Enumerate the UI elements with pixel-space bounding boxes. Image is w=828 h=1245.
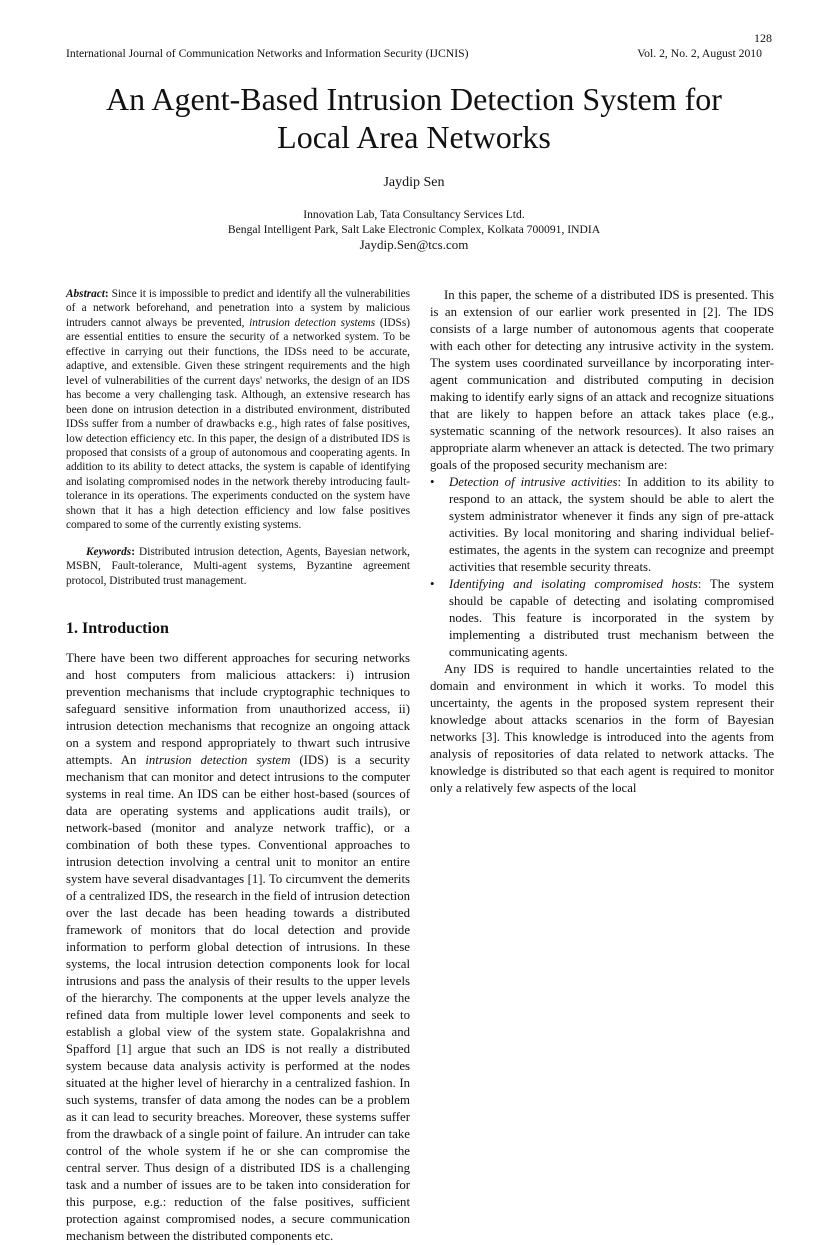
section-heading-introduction: 1. Introduction xyxy=(66,620,169,638)
abstract xyxy=(66,287,410,533)
title-line-1: An Agent-Based Intrusion Detection System for xyxy=(106,81,722,117)
author-name: Jaydip Sen xyxy=(383,175,445,190)
bullet-icon: • xyxy=(430,577,435,591)
goal-title: Identifying and isolating compromised hosts xyxy=(449,577,698,591)
keywords xyxy=(66,545,410,588)
goal-item xyxy=(430,474,774,576)
volume-info: Vol. 2, No. 2, August 2010 xyxy=(637,47,762,60)
abstract-label: Abstract xyxy=(66,288,105,300)
intro-paragraph-2: In this paper, the scheme of a distributed IDS is presented. This is an extension of our earlier work presented in [2]. The IDS consists of a large number of autonomous agents that cooperate with each other for detecting any intrusive activity in the system. The system uses coordinated surveillance by incorporating inter-agent communication and distributed computing in decision making to identify early signs of an attack and recognize situations that are likely to happen before an attack takes place (e.g., systematic scanning of the network resources). It also raises an appropriate alarm whenever an attack is detected. The two primary goals of the proposed security mechanism are: xyxy=(430,288,774,472)
intro-text-1b: (IDS) is a security mechanism that can monitor and detect intrusions to the computer systems in real time. An IDS can be either host-based (sources of data are operating systems and applications audit trails), or network-based (monitor and analyze network traffic), or a combination of both these types. Conventional approaches to intrusion detection involving a central unit to monitor an entire system have several disadvantages [1]. To circumvent the demerits of a centralized IDS, the research in the field of intrusion detection over the last decade has been heading towards a distributed framework of monitors that do local detection and provide information to perform global detection of intrusions. In these systems, the local intrusion detection components look for local intrusions and pass the analysis of their results to the upper levels of the hierarchy. The components at the upper levels analyze the refined data from multiple lower level components and seek to establish a global view of the system state. Gopalakrishna and Spafford [1] argue that such an IDS is not really a distributed system because data analysis activity is performed at the nodes situated at the higher level of hierarchy in a centralized fashion. In such systems, transfer of data among the nodes can be a problem as it can lead to security breaches. Moreover, these systems suffer from the drawback of a single point of failure. An intruder can take control of the whole system if he or she can compromise the central server. Thus design of a distributed IDS is a challenging task and a number of issues are to be taken into consideration for this purpose, e.g.: reduction of the false positives, sufficient protection against compromised nodes, a secure communication mechanism between the distributed components etc. xyxy=(66,753,410,1244)
goal-text: : The system should be capable of detecting and isolating compromised nodes. This feature is incorporated in the system by implementing a distributed trust mechanism between the communicating agents. xyxy=(449,577,774,659)
keywords-text: Distributed intrusion detection, Agents, Bayesian network, MSBN, Fault-tolerance, Multi-agent systems, Byzantine agreement protocol, Distributed trust management. xyxy=(66,545,410,587)
abstract-separator: : xyxy=(104,288,112,300)
bullet-icon: • xyxy=(430,475,435,489)
goal-title: Detection of intrusive activities xyxy=(449,475,618,489)
running-header xyxy=(66,47,762,60)
goals-list xyxy=(430,474,774,661)
page-number: 128 xyxy=(754,31,772,45)
keywords-label: Keywords xyxy=(86,545,132,558)
intro-paragraph-3: Any IDS is required to handle uncertainties related to the domain and environment in which it works. To model this uncertainty, the agents in the proposed system represent their knowledge about attacks scenarios in the form of Bayesian networks [3]. This knowledge is introduced into the agents from analysis of repositories of data related to network attacks. The knowledge is distributed so that each agent is required to monitor only a relatively few aspects of the local xyxy=(430,662,774,795)
right-column xyxy=(430,287,774,797)
abstract-emphasis: intrusion detection systems xyxy=(249,316,376,329)
journal-name: International Journal of Communication Networks and Information Security (IJCNIS) xyxy=(66,47,469,60)
affiliation-line-1: Innovation Lab, Tata Consultancy Services Ltd. xyxy=(303,208,525,221)
goal-item xyxy=(430,576,774,661)
paper-title xyxy=(40,80,788,156)
abstract-text-1: Since it is impossible to predict and identify all the vulnerabilities of a network beforehand, and penetration into a system by malicious intruders cannot always be prevented, xyxy=(66,288,410,329)
left-column xyxy=(66,287,410,1245)
title-line-2: Local Area Networks xyxy=(277,119,551,155)
affiliation-line-2: Bengal Intelligent Park, Salt Lake Electronic Complex, Kolkata 700091, INDIA xyxy=(227,223,601,236)
affiliation xyxy=(40,207,788,237)
abstract-text-2: (IDSs) are essential entities to ensure the security of a networked system. To be effective in carrying out their functions, the IDSs need to be accurate, adaptive, and extensible. Given these stringent requirements and the high level of vulnerabilities of the current days' networks, the design of an IDS has become a very challenging task. Although, an extensive research has been done on intrusion detection in a distributed environment, distributed IDSs suffer from a number of drawbacks e.g., high rates of false positives, low detection efficiency etc. In this paper, the design of a distributed IDS is proposed that consists of a group of autonomous and cooperating agents. In addition to its ability to detect attacks, the system is capable of identifying and isolating compromised nodes in the network thereby introducing fault-tolerance in its operations. The experiments conducted on the system have shown that it has a high detection efficiency and low false positives compared to some of the currently existing systems. xyxy=(66,316,410,532)
intro-text-1a: There have been two different approaches for securing networks and host computers from malicious attackers: i) intrusion prevention mechanisms that include cryptographic techniques to safeguard sensitive information from unauthorized access, ii) intrusion detection mechanisms that recognize an ongoing attack on a system and respond appropriately to thwart such intrusive attempts. An xyxy=(66,651,410,768)
goal-text: : In addition to its ability to respond to an attack, the system should be able to alert the system administrator whenever it finds any sign of pre-attack activities. By local monitoring and sharing individual belief-estimates, the agents in the system can recognize and preempt activities that resemble security threats. xyxy=(449,475,774,574)
intro-emphasis: intrusion detection system xyxy=(145,753,291,768)
author-email: Jaydip.Sen@tcs.com xyxy=(359,237,469,252)
intro-paragraph-1 xyxy=(66,650,410,1245)
keywords-separator: : xyxy=(131,545,140,558)
